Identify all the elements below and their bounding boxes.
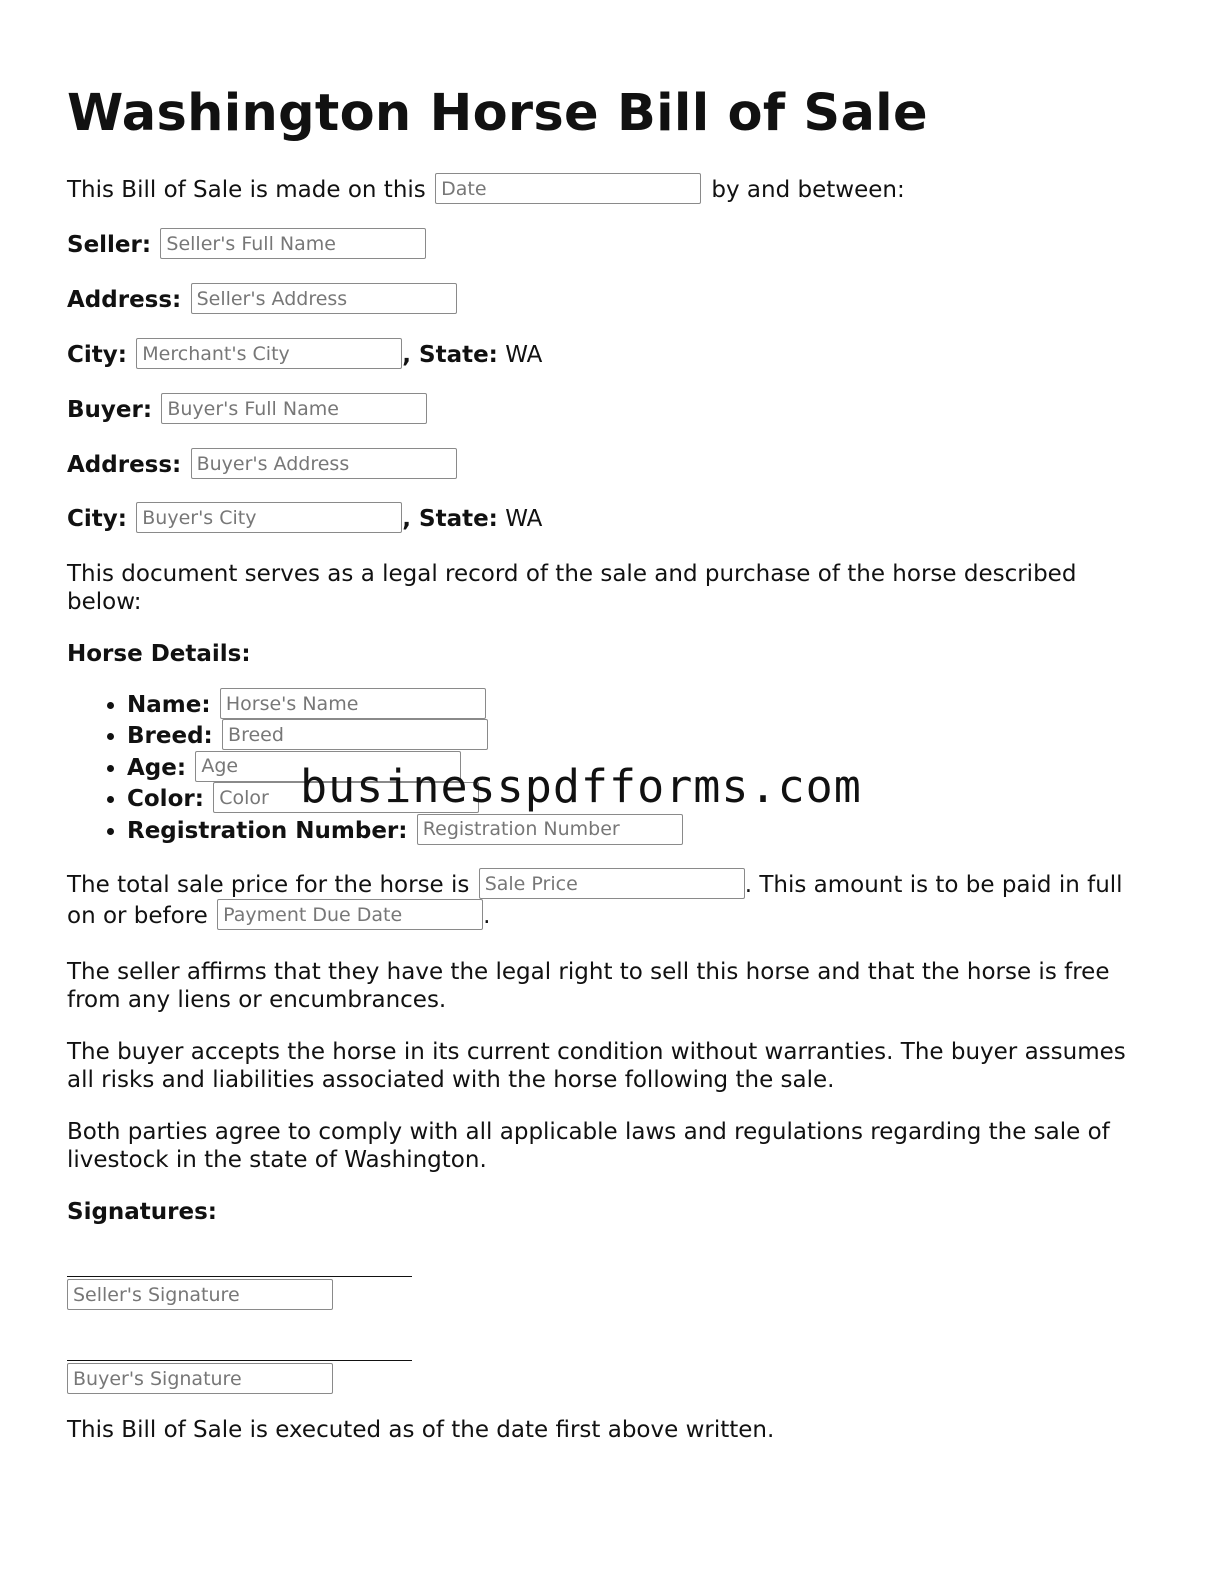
sale-price-input[interactable] [479, 868, 745, 899]
seller-address-label: Address: [67, 287, 182, 313]
seller-state-value: WA [505, 342, 543, 368]
buyer-address-label: Address: [67, 452, 182, 478]
affirm-paragraph: The seller affirms that they have the legal right to sell this horse and that the horse is free from any liens or encumbrances. [67, 959, 1110, 1013]
price-paragraph [67, 870, 1157, 932]
list-item [127, 816, 686, 847]
intro-line [67, 175, 905, 206]
buyer-city-label: City: [67, 506, 127, 532]
seller-name-line [67, 230, 429, 261]
seller-signature-line [67, 1276, 412, 1277]
horse-details-heading-text: Horse Details: [67, 641, 251, 667]
payment-due-date-input[interactable] [217, 899, 483, 930]
closing-paragraph: This Bill of Sale is executed as of the date first above written. [67, 1417, 775, 1443]
seller-label: Seller: [67, 232, 152, 258]
seller-address-line [67, 285, 460, 316]
buyer-city-input[interactable] [136, 502, 402, 533]
horse-name-input[interactable] [220, 688, 486, 719]
comply-paragraph: Both parties agree to comply with all applicable laws and regulations regarding the sale of livestock in the state of Washington. [67, 1119, 1110, 1173]
horse-breed-input[interactable] [222, 719, 488, 750]
buyer-address-input[interactable] [191, 448, 457, 479]
buyer-state-value: WA [505, 506, 543, 532]
seller-city-input[interactable] [136, 338, 402, 369]
buyer-signature-input[interactable] [67, 1363, 333, 1394]
buyer-label: Buyer: [67, 397, 153, 423]
horse-age-label: Age: [127, 754, 187, 781]
buyer-name-input[interactable] [161, 393, 427, 424]
horse-registration-label: Registration Number: [127, 817, 408, 844]
seller-city-line [67, 340, 542, 371]
intro-text: This Bill of Sale is made on this [67, 177, 426, 203]
price-before-text: The total sale price for the horse is [67, 872, 470, 898]
seller-address-input[interactable] [191, 283, 457, 314]
record-paragraph: This document serves as a legal record of the sale and purchase of the horse described below: [67, 561, 1077, 615]
signatures-heading [67, 1198, 217, 1226]
seller-name-input[interactable] [160, 228, 426, 259]
page-title: Washington Horse Bill of Sale [67, 84, 928, 143]
buyer-address-line [67, 450, 460, 481]
intro-after-text: by and between: [711, 177, 905, 203]
price-after-text: . [483, 903, 491, 929]
date-input[interactable] [435, 173, 701, 204]
accept-paragraph: The buyer accepts the horse in its current condition without warranties. The buyer assumes all risks and liabilities associated with the horse following the sale. [67, 1039, 1126, 1093]
horse-registration-input[interactable] [417, 814, 683, 845]
seller-city-label: City: [67, 342, 127, 368]
watermark-text: businesspdfforms.com [300, 760, 862, 813]
buyer-name-line [67, 395, 430, 426]
horse-color-label: Color: [127, 786, 204, 813]
list-item [127, 690, 686, 721]
buyer-city-line [67, 504, 542, 535]
horse-breed-label: Breed: [127, 723, 213, 750]
price-middle-text: . This amount is to be paid in full on or before [67, 872, 1123, 929]
buyer-state-label: , State: [402, 506, 498, 532]
buyer-signature-line [67, 1360, 412, 1361]
seller-state-label: , State: [402, 342, 498, 368]
seller-signature-input[interactable] [67, 1279, 333, 1310]
list-item [127, 721, 686, 752]
horse-details-heading [67, 640, 251, 668]
signatures-heading-text: Signatures: [67, 1199, 218, 1225]
horse-name-label: Name: [127, 692, 211, 718]
